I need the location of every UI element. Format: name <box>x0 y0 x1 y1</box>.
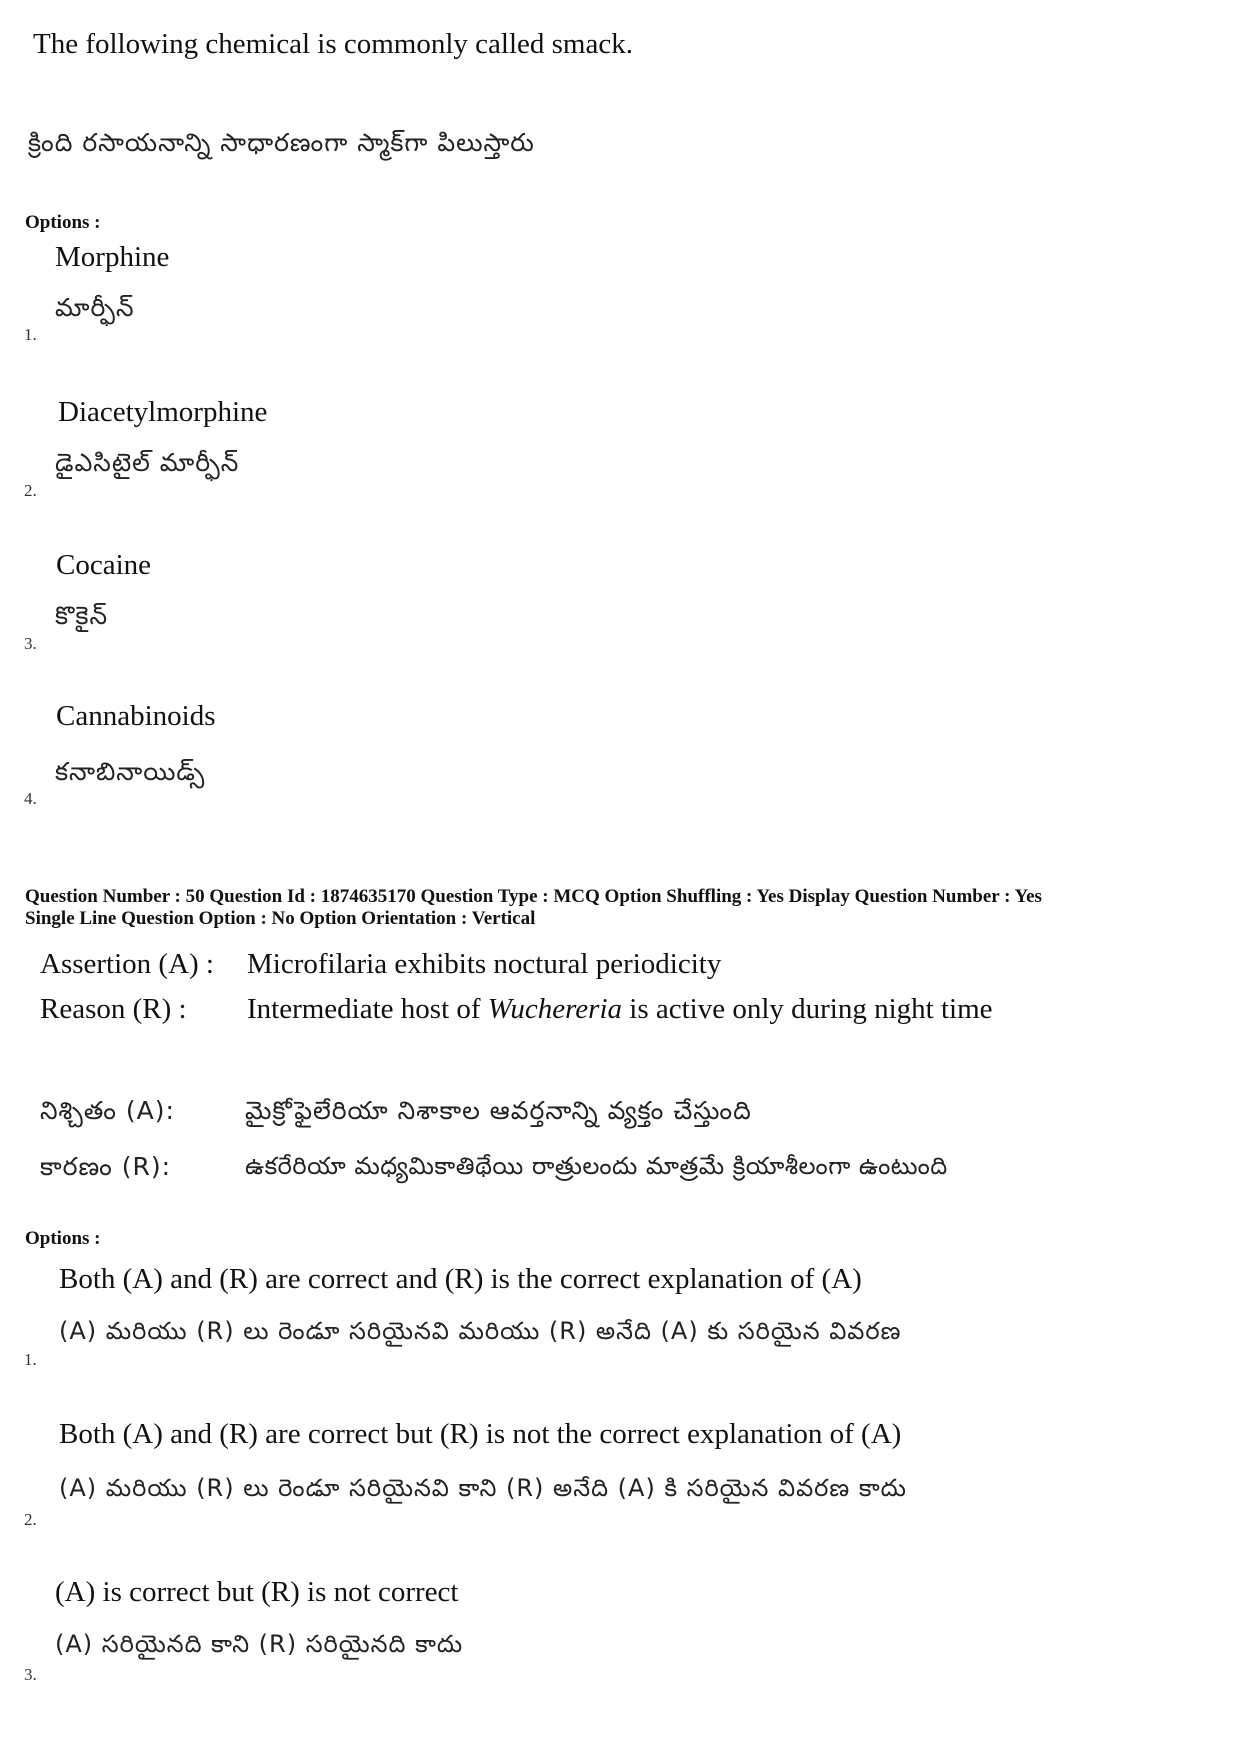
option-1-en: Morphine <box>55 241 170 273</box>
reason-text-pre: Intermediate host of <box>247 993 488 1025</box>
assertion-text: Microfilaria exhibits noctural periodicity <box>247 948 722 980</box>
reason-text-te: ఉకరేరియా మధ్యమికాతిథేయి రాత్రులందు మాత్రమే క్రియాశీలంగా ఉంటుంది <box>245 1152 948 1180</box>
option-4-te: కనాబినాయిడ్స్ <box>55 757 206 786</box>
option-1-te: మార్ఫీన్ <box>55 293 135 322</box>
option-4-en: Cannabinoids <box>56 700 216 732</box>
question-meta-line-1: Question Number : 50 Question Id : 1874635170 Question Type : MCQ Option Shuffling : Yes Display Question Number : Yes <box>25 886 1042 907</box>
q50-option-2-en: Both (A) and (R) are correct but (R) is not the correct explanation of (A) <box>59 1418 902 1450</box>
question-text-en: The following chemical is commonly called smack. <box>33 28 633 60</box>
option-3-number: 3. <box>24 634 37 653</box>
options-label-q50: Options : <box>25 1228 101 1249</box>
options-label: Options : <box>25 212 101 233</box>
q50-option-1-en: Both (A) and (R) are correct and (R) is the correct explanation of (A) <box>59 1263 862 1295</box>
option-1-number: 1. <box>24 325 37 344</box>
reason-text-post: is active only during night time <box>622 993 993 1025</box>
reason-text <box>247 993 993 1026</box>
option-3-te: కొకైన్ <box>55 601 109 630</box>
q50-option-3-te: (A) సరియైనది కాని (R) సరియైనది కాదు <box>55 1630 464 1658</box>
question-meta-line-2: Single Line Question Option : No Option Orientation : Vertical <box>25 908 536 929</box>
assertion-label-te: నిశ్చితం (A): <box>40 1096 175 1125</box>
q50-option-2-te: (A) మరియు (R) లు రెండూ సరియైనవి కాని (R) అనేది (A) కి సరియైన వివరణ కాదు <box>59 1474 907 1502</box>
q50-option-2-number: 2. <box>24 1510 37 1529</box>
option-4-number: 4. <box>24 789 37 808</box>
q50-option-3-number: 3. <box>24 1665 37 1684</box>
reason-label: Reason (R) : <box>40 993 187 1025</box>
q50-option-1-te: (A) మరియు (R) లు రెండూ సరియైనవి మరియు (R) అనేది (A) కు సరియైన వివరణ <box>59 1317 902 1345</box>
reason-label-te: కారణం (R): <box>40 1152 172 1181</box>
reason-text-italic: Wuchereria <box>487 993 623 1025</box>
assertion-text-te: మైక్రోఫైలేరియా నిశాకాల ఆవర్తనాన్ని వ్యక్తం చేస్తుంది <box>245 1096 752 1125</box>
assertion-label: Assertion (A) : <box>40 948 214 980</box>
q50-option-3-en: (A) is correct but (R) is not correct <box>55 1576 459 1608</box>
option-2-te: డైఎసిటైల్ మార్ఫీన్ <box>55 448 240 477</box>
q50-option-1-number: 1. <box>24 1350 37 1369</box>
option-2-number: 2. <box>24 481 37 500</box>
option-2-en: Diacetylmorphine <box>58 396 268 428</box>
option-3-en: Cocaine <box>56 549 152 581</box>
question-text-te: క్రింది రసాయనాన్ని సాధారణంగా స్మాక్‌గా పిలుస్తారు <box>28 128 535 157</box>
